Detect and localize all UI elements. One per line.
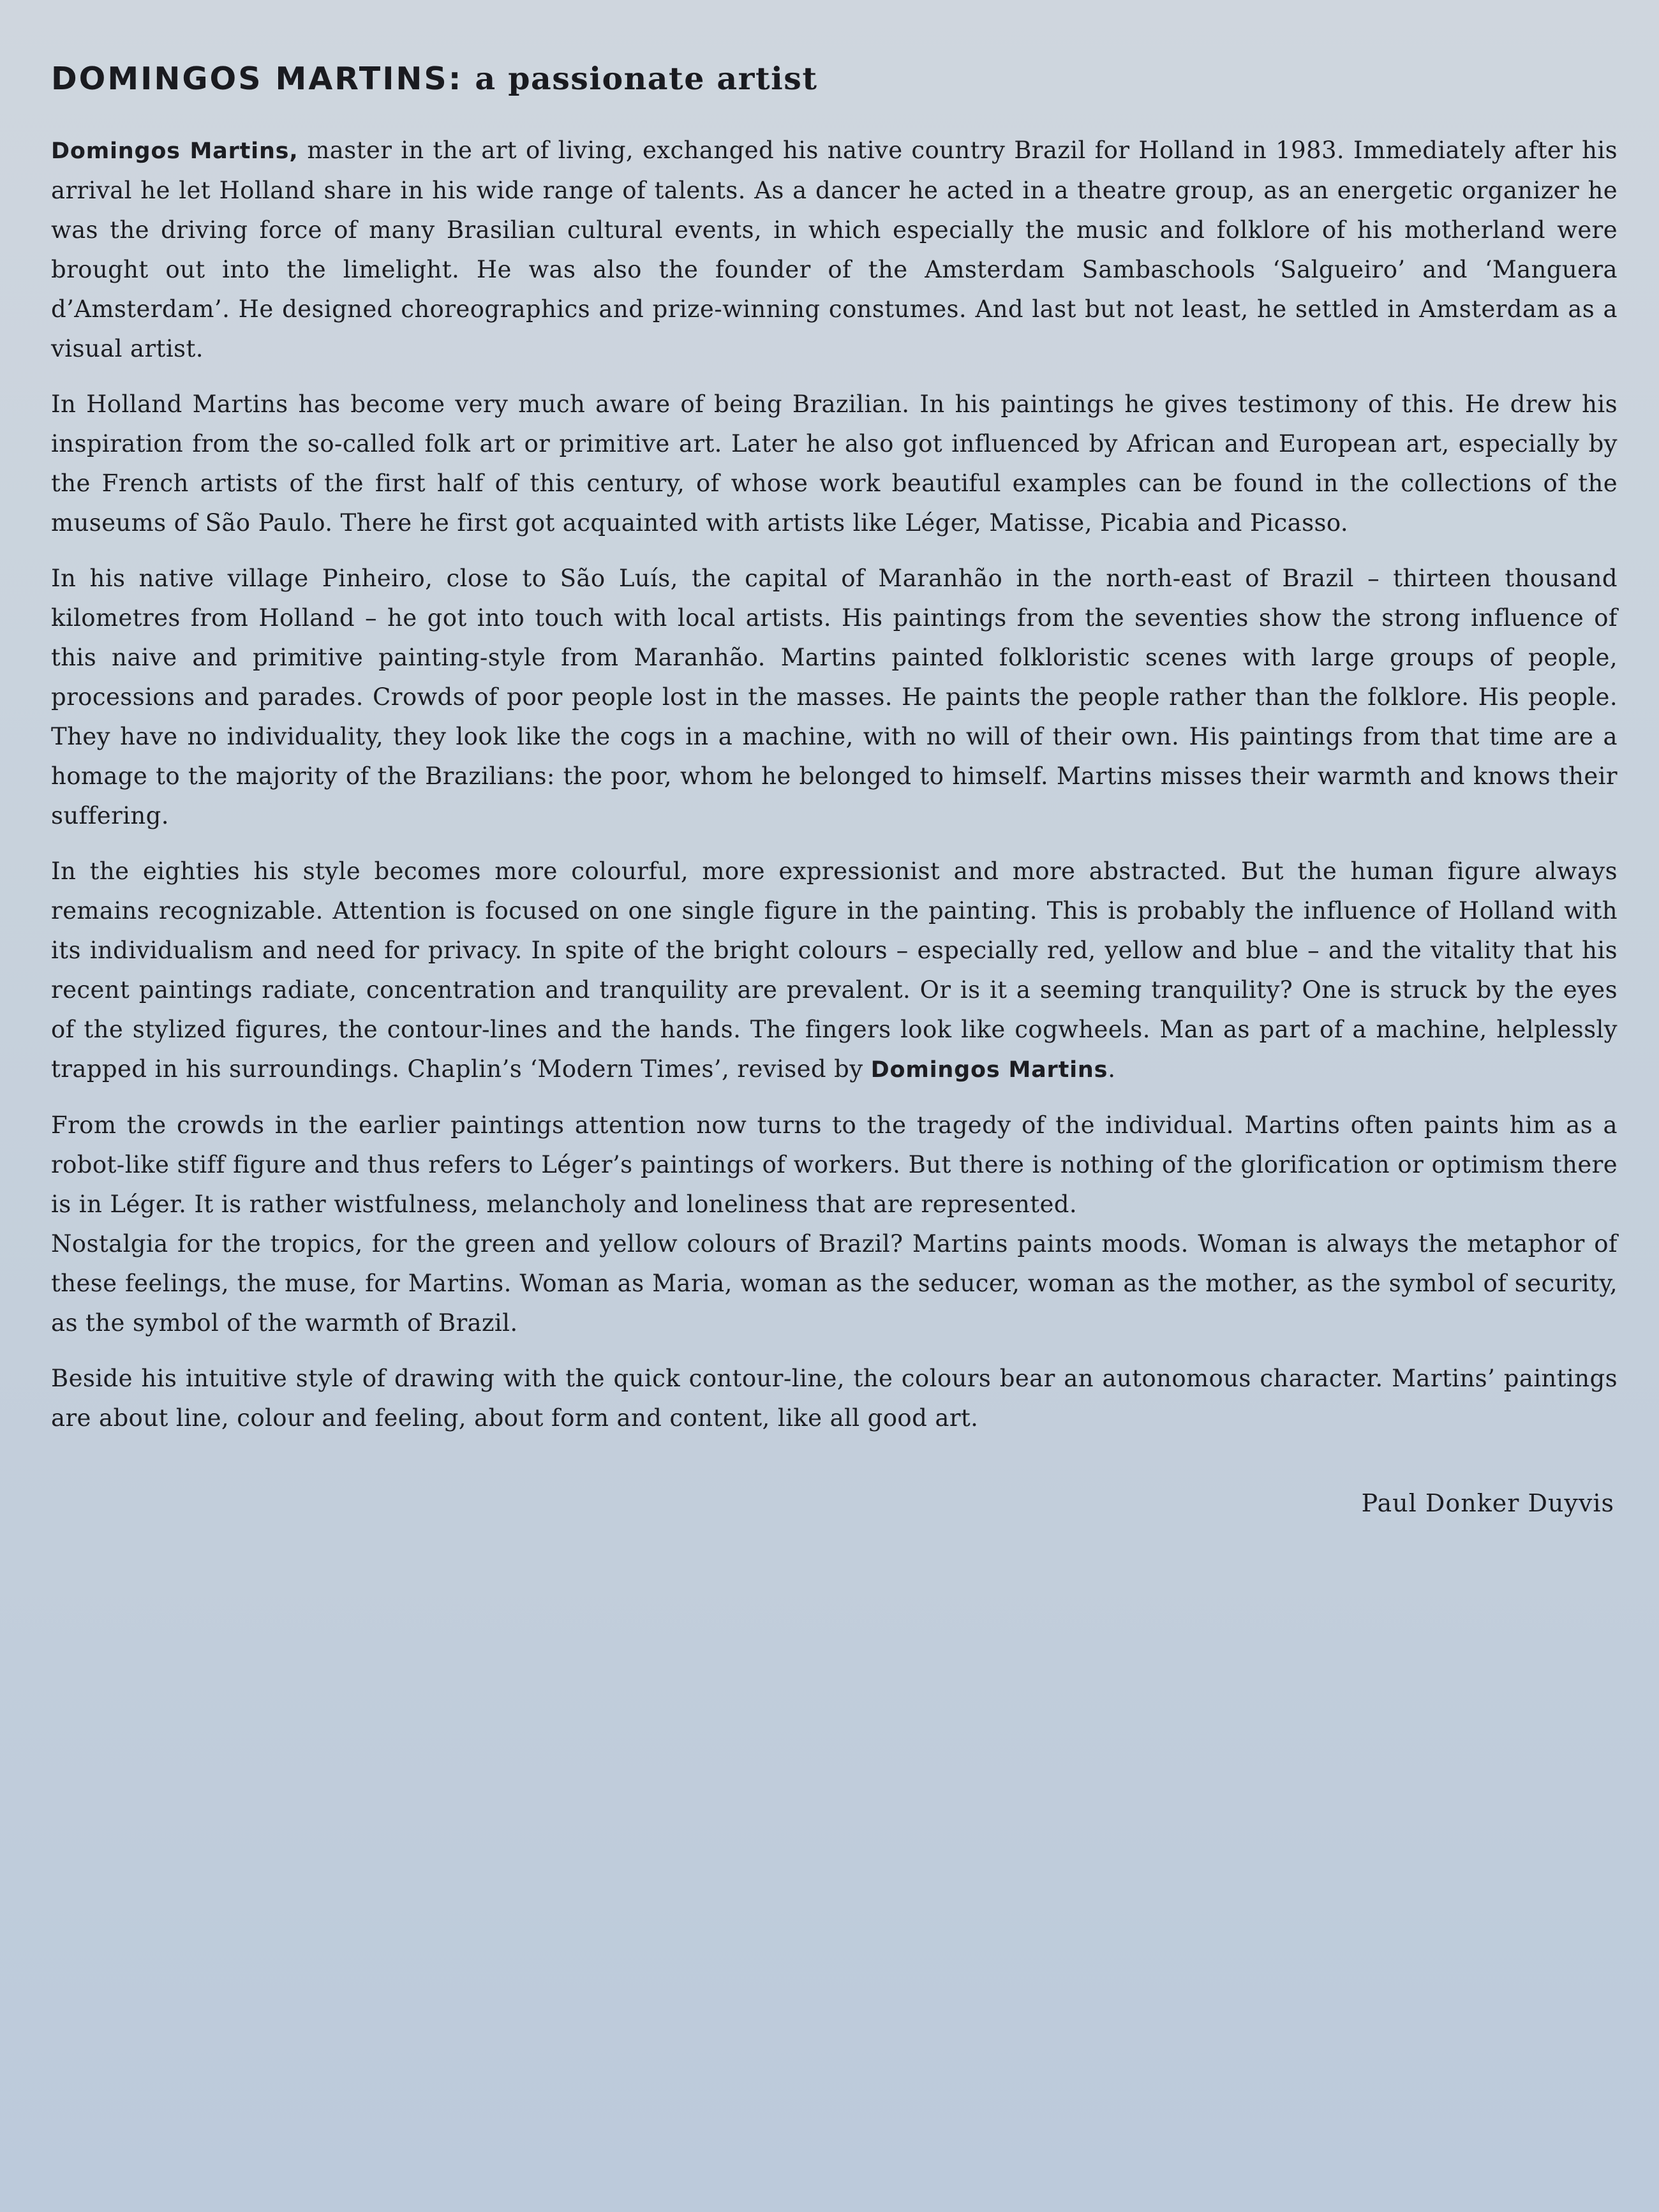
paragraph-5-part-2: Nostalgia for the tropics, for the green and yellow colours of Brazil? Martins paints moods. Woman is always the metaphor of these feelings, the muse, for Martins. Woman as Maria, woman as the seducer, woman as the mother, as the symbol of security, as the symbol of the warmth of Brazil. <box>51 1230 1618 1337</box>
article-title <box>51 56 817 101</box>
paragraph-5 <box>51 1106 1618 1343</box>
paragraph-1-name: Domingos Martins, <box>51 138 299 164</box>
paragraph-1-text: master in the art of living, exchanged his native country Brazil for Holland in 1983. Immediately after his arrival he let Holland share in his wide range of talents. As a dancer he acted in a theatre group, as an energetic organizer he was the driving force of many Brasilian cultural events, in which especially the music and folklore of his motherland were brought out into the limelight. He was also the founder of the Amsterdam Sambaschools ‘Salgueiro’ and ‘Manguera d’Amsterdam’. He designed choreographics and prize-winning constumes. And last but not least, he settled in Amsterdam as a visual artist. <box>51 137 1618 362</box>
title-subtitle: a passionate artist <box>475 60 818 97</box>
title-artist-name: DOMINGOS MARTINS: <box>51 61 463 97</box>
paragraph-4-name: Domingos Martins <box>870 1057 1108 1083</box>
paragraph-4-text: In the eighties his style becomes more colourful, more expressionist and more abstracted. But the human figure always remains recognizable. Attention is focused on one single figure in the painting. This is probably the influence of Holland with its individualism and need for privacy. In spite of the bright colours – especially red, yellow and blue – and the vitality that his recent paintings radiate, concentration and tranquility are prevalent. Or is it a seeming tranquility? One is struck by the eyes of the stylized figures, the contour-lines and the hands. The fingers look like cogwheels. Man as part of a machine, helplessly trapped in his surroundings. Chaplin’s ‘Modern Times’, revised by <box>51 857 1618 1083</box>
paragraph-3: In his native village Pinheiro, close to São Luís, the capital of Maranhão in the north-east of Brazil – thirteen thousand kilometres from Holland – he got into touch with local artists. His paintings from the seventies show the strong influence of this naive and primitive painting-style from Maranhão. Martins painted folkloristic scenes with large groups of people, processions and parades. Crowds of poor people lost in the masses. He paints the people rather than the folklore. His people. They have no individuality, they look like the cogs in a machine, with no will of their own. His paintings from that time are a homage to the majority of the Brazilians: the poor, whom he belonged to himself. Martins misses their warmth and knows their suffering. <box>51 565 1618 829</box>
paragraph-4-end: . <box>1108 1055 1116 1083</box>
paragraph-4 <box>51 852 1618 1090</box>
paragraph-6: Beside his intuitive style of drawing with the quick contour-line, the colours bear an autonomous character. Martins’ paintings are about line, colour and feeling, about form and content, like all good art. <box>51 1365 1618 1432</box>
author-signature: Paul Donker Duyvis <box>1361 1489 1614 1517</box>
paragraph-1 <box>51 131 1618 369</box>
paragraph-2: In Holland Martins has become very much aware of being Brazilian. In his paintings he gives testimony of this. He drew his inspiration from the so-called folk art or primitive art. Later he also got influenced by African and European art, especially by the French artists of the first half of this century, of whose work beautiful examples can be found in the collections of the museums of São Paulo. There he first got acquainted with artists like Léger, Matisse, Picabia and Picasso. <box>51 390 1618 537</box>
article-body <box>51 131 1618 1454</box>
paragraph-5-part-1: From the crowds in the earlier paintings attention now turns to the tragedy of the individual. Martins often paints him as a robot-like stiff figure and thus refers to Léger’s paintings of workers. But there is nothing of the glorification or optimism there is in Léger. It is rather wistfulness, melancholy and loneliness that are represented. <box>51 1111 1618 1218</box>
